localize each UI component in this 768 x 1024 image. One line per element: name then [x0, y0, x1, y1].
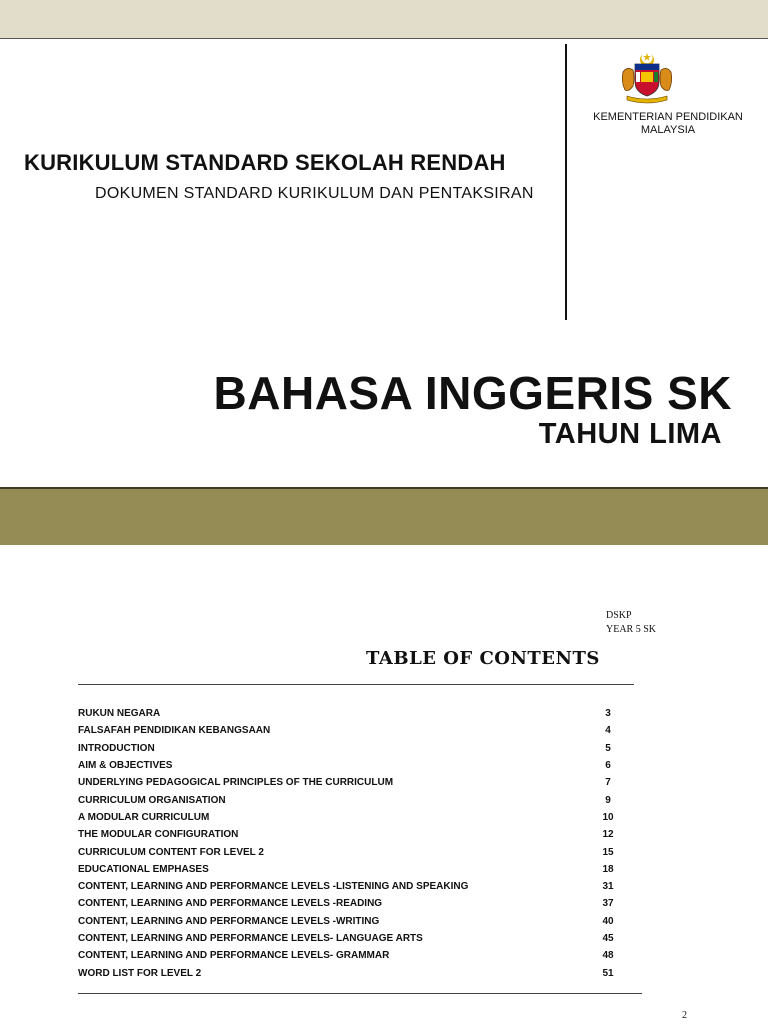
- cover-title: KURIKULUM STANDARD SEKOLAH RENDAH: [24, 150, 506, 175]
- year-title: TAHUN LIMA: [538, 418, 722, 450]
- toc-entry-label: INTRODUCTION: [78, 742, 155, 754]
- toc-entry[interactable]: [78, 705, 618, 722]
- toc-entry-label: CURRICULUM CONTENT FOR LEVEL 2: [78, 846, 264, 858]
- toc-entry-page: 12: [602, 829, 614, 841]
- page-number: 2: [682, 1010, 687, 1021]
- toc-top-rule: [78, 684, 634, 685]
- malaysia-coat-of-arms-icon: [619, 50, 675, 106]
- olive-footer-band: [0, 487, 768, 545]
- toc-entry-label: WORD LIST FOR LEVEL 2: [78, 967, 202, 979]
- cover-subtitle: DOKUMEN STANDARD KURIKULUM DAN PENTAKSIRAN: [95, 185, 534, 202]
- toc-entry-page: 31: [602, 881, 614, 893]
- toc-entry[interactable]: [78, 791, 618, 808]
- toc-entry[interactable]: [78, 722, 618, 739]
- subject-title: BAHASA INGGERIS SK: [213, 367, 732, 419]
- toc-entry-page: 5: [605, 742, 611, 754]
- toc-entry[interactable]: [78, 809, 618, 826]
- toc-entry-page: 7: [605, 777, 611, 789]
- toc-entry[interactable]: [78, 843, 618, 860]
- toc-entry[interactable]: [78, 826, 618, 843]
- toc-entry-page: 45: [602, 933, 614, 944]
- toc-entry-label: THE MODULAR CONFIGURATION: [78, 829, 239, 841]
- toc-entry-label: A MODULAR CURRICULUM: [78, 811, 210, 823]
- toc-entry-page: 48: [602, 950, 614, 962]
- toc-entry-page: 18: [602, 863, 614, 875]
- ministry-line-1: KEMENTERIAN PENDIDIKAN: [593, 111, 743, 123]
- document-code-line-1: DSKP: [606, 610, 632, 621]
- toc-entry-page: 37: [602, 898, 614, 910]
- toc-entry-page: 51: [602, 967, 614, 979]
- ministry-name: [568, 111, 768, 137]
- toc-list: [78, 705, 618, 982]
- toc-entry[interactable]: [78, 861, 618, 878]
- toc-entry-page: 9: [605, 794, 611, 806]
- document-code: [606, 609, 656, 637]
- toc-entry-label: CONTENT, LEARNING AND PERFORMANCE LEVELS- LANGUAGE ARTS: [78, 933, 423, 944]
- toc-entry[interactable]: [78, 913, 618, 930]
- toc-entry-label: CONTENT, LEARNING AND PERFORMANCE LEVELS -READING: [78, 898, 383, 910]
- document-code-line-2: YEAR 5 SK: [606, 624, 657, 635]
- toc-entry-label: RUKUN NEGARA: [78, 708, 161, 720]
- toc-entry-page: 6: [605, 760, 611, 772]
- toc-entry-label: UNDERLYING PEDAGOGICAL PRINCIPLES OF THE CURRICULUM: [78, 777, 394, 789]
- toc-entry-page: 4: [605, 725, 611, 737]
- toc-entry-label: CONTENT, LEARNING AND PERFORMANCE LEVELS -WRITING: [78, 915, 380, 927]
- toc-entry-page: 15: [602, 846, 614, 858]
- toc-entry-page: 40: [602, 915, 614, 927]
- toc-entry-label: CONTENT, LEARNING AND PERFORMANCE LEVELS -LISTENING AND SPEAKING: [78, 881, 469, 893]
- toc-entry-page: 3: [605, 708, 611, 720]
- toc-entry[interactable]: [78, 964, 618, 981]
- vertical-divider: [565, 44, 567, 320]
- toc-entry-label: EDUCATIONAL EMPHASES: [78, 863, 209, 875]
- toc-entry[interactable]: [78, 947, 618, 964]
- toc-entry[interactable]: [78, 740, 618, 757]
- toc-entry[interactable]: [78, 757, 618, 774]
- ministry-line-2: MALAYSIA: [640, 124, 696, 136]
- toc-entry[interactable]: [78, 895, 618, 912]
- toc-entry[interactable]: [78, 878, 618, 895]
- toc-bottom-rule: [78, 993, 642, 994]
- toc-entry-page: 10: [602, 811, 614, 823]
- toc-entry-label: CONTENT, LEARNING AND PERFORMANCE LEVELS- GRAMMAR: [78, 950, 390, 962]
- toc-entry[interactable]: [78, 774, 618, 791]
- toc-entry[interactable]: [78, 930, 618, 947]
- toc-entry-label: AIM & OBJECTIVES: [78, 760, 173, 772]
- top-header-band: [0, 0, 768, 39]
- toc-entry-label: FALSAFAH PENDIDIKAN KEBANGSAAN: [78, 725, 271, 737]
- toc-heading: TABLE OF CONTENTS: [366, 648, 600, 669]
- toc-entry-label: CURRICULUM ORGANISATION: [78, 794, 226, 806]
